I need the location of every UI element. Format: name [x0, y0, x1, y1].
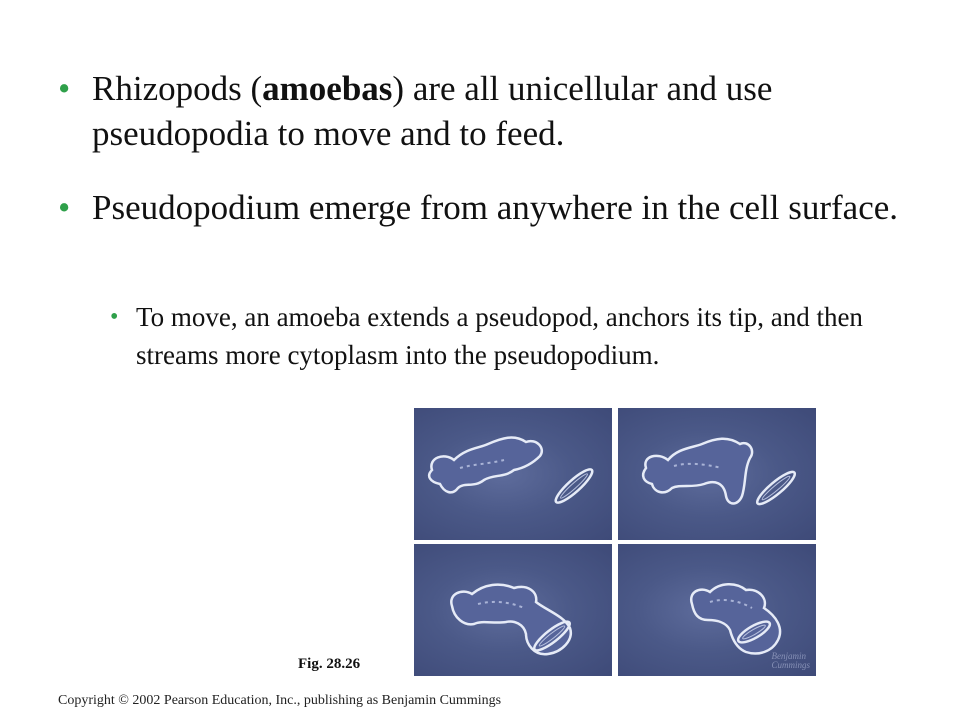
bullet-dot: • [58, 69, 71, 108]
amoeba-photo-2 [618, 408, 816, 540]
amoeba-photo-4 [618, 544, 816, 676]
sub-bullet-dot: • [110, 304, 119, 330]
amoeba-illustration [618, 408, 816, 540]
bullet-item-rhizopods [58, 66, 918, 156]
copyright-notice: Copyright © 2002 Pearson Education, Inc., publishing as Benjamin Cummings [58, 693, 502, 708]
amoeba-illustration [414, 544, 612, 676]
bullet-text: Rhizopods (amoebas) are all unicellular and use pseudopodia to move and to feed. [92, 69, 773, 153]
amoeba-photo-3 [414, 544, 612, 676]
bullet-text: Pseudopodium emerge from anywhere in the cell surface. [92, 188, 899, 227]
amoeba-photo-sequence [414, 408, 816, 676]
amoeba-photo-1 [414, 408, 612, 540]
sub-bullet-text: To move, an amoeba extends a pseudopod, anchors its tip, and then streams more cytoplasm into the pseudopodium. [136, 302, 863, 370]
publisher-watermark: Benjamin Cummings [771, 651, 810, 670]
amoeba-illustration [414, 408, 612, 540]
sub-bullet-item-movement [110, 298, 910, 374]
bullet-dot: • [58, 188, 71, 227]
figure-caption: Fig. 28.26 [298, 656, 361, 672]
bullet-item-pseudopodium [58, 185, 918, 230]
bold-term-amoebas: amoebas [262, 69, 393, 108]
